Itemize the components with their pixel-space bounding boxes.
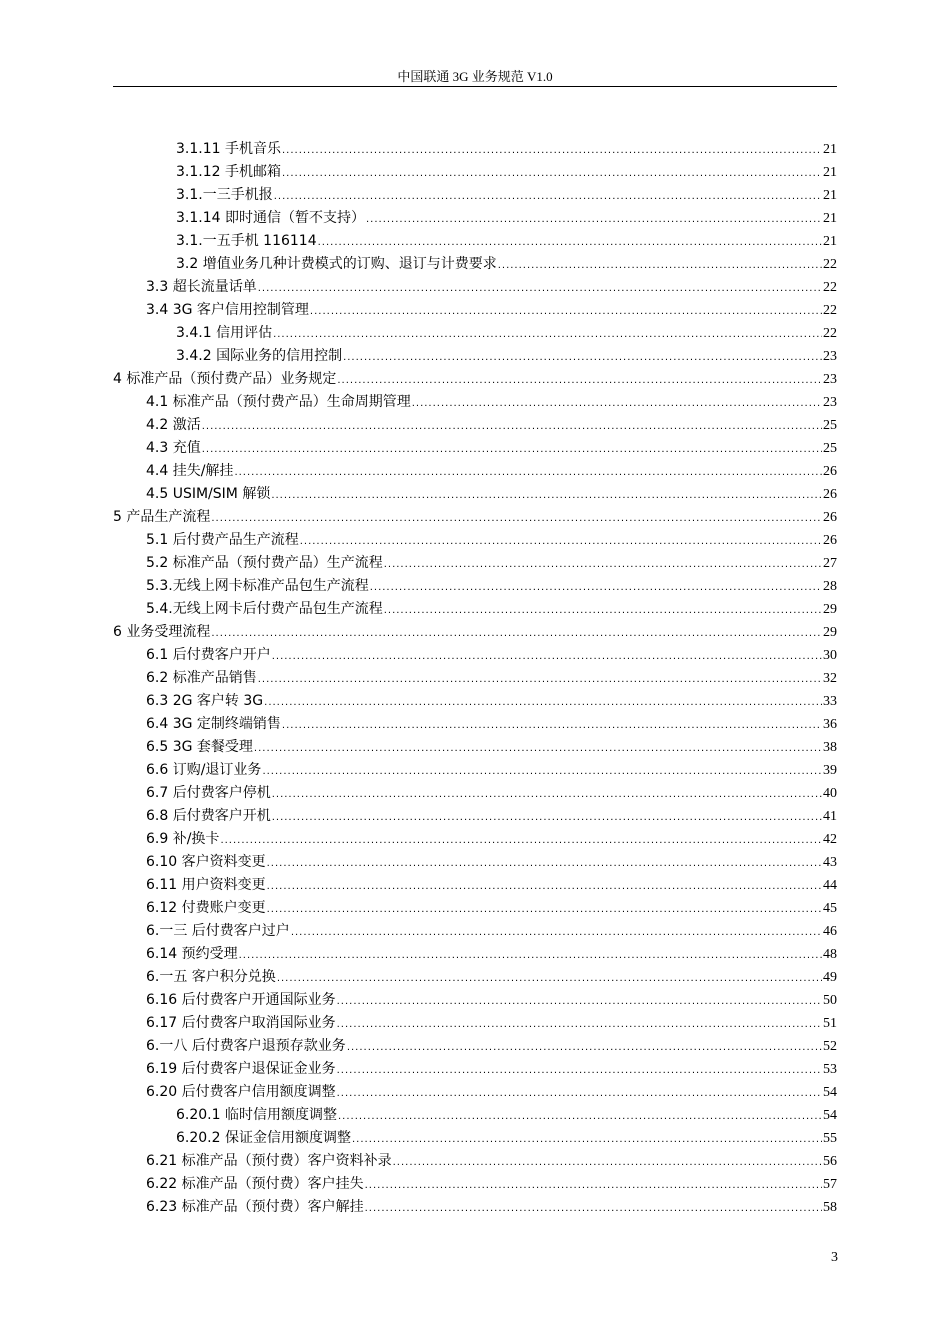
toc-entry[interactable] [113, 368, 837, 391]
toc-dot-leader [393, 1151, 822, 1174]
toc-dot-leader [220, 829, 822, 852]
toc-entry[interactable] [113, 897, 837, 920]
toc-entry-title: 6.20.1 临时信用额度调整 [176, 1107, 337, 1123]
toc-entry-page: 21 [823, 165, 837, 180]
page-header: 中国联通 3G 业务规范 V1.0 [397, 69, 553, 84]
toc-entry-page: 22 [823, 303, 837, 318]
toc-entry-page: 23 [823, 395, 837, 410]
toc-entry-title: 6.16 后付费客户开通国际业务 [146, 992, 336, 1008]
toc-entry-page: 55 [823, 1131, 837, 1146]
toc-entry[interactable] [113, 943, 837, 966]
toc-dot-leader [202, 415, 822, 438]
toc-entry-title: 6.2 标准产品销售 [146, 670, 257, 686]
header-divider [113, 86, 837, 87]
toc-dot-leader [211, 507, 822, 530]
toc-entry-title: 6.22 标准产品（预付费）客户挂失 [146, 1176, 364, 1192]
toc-entry-page: 58 [823, 1200, 837, 1215]
toc-entry-page: 52 [823, 1039, 837, 1054]
toc-entry-title: 6.一五 客户积分兑换 [146, 969, 276, 985]
toc-entry-title: 3.4.2 国际业务的信用控制 [176, 348, 343, 364]
toc-dot-leader [337, 1013, 822, 1036]
toc-entry-title: 3.1.一五手机 116114 [176, 233, 317, 249]
toc-dot-leader [498, 254, 822, 277]
toc-entry-page: 21 [823, 142, 837, 157]
toc-dot-leader [211, 622, 822, 645]
toc-entry-title: 3.3 超长流量话单 [146, 279, 257, 295]
toc-entry[interactable] [113, 253, 837, 276]
toc-entry-title: 3.1.14 即时通信（暂不支持） [176, 210, 365, 226]
toc-entry-title: 6.一三 后付费客户过户 [146, 923, 290, 939]
toc-entry[interactable] [113, 322, 837, 345]
toc-entry-page: 36 [823, 717, 837, 732]
toc-dot-leader [202, 438, 822, 461]
toc-entry[interactable] [113, 207, 837, 230]
toc-entry[interactable] [113, 437, 837, 460]
toc-dot-leader [272, 783, 822, 806]
toc-dot-leader [282, 139, 822, 162]
toc-entry[interactable] [113, 575, 837, 598]
toc-entry-page: 41 [823, 809, 837, 824]
toc-entry[interactable] [113, 230, 837, 253]
toc-dot-leader [337, 1059, 822, 1082]
toc-entry-title: 3.2 增值业务几种计费模式的订购、退订与计费要求 [176, 256, 497, 272]
toc-entry[interactable] [113, 506, 837, 529]
toc-dot-leader [291, 921, 822, 944]
toc-entry-title: 4 标准产品（预付费产品）业务规定 [113, 371, 337, 387]
toc-entry-page: 30 [823, 648, 837, 663]
toc-dot-leader [343, 346, 822, 369]
toc-entry-page: 45 [823, 901, 837, 916]
toc-entry[interactable] [113, 598, 837, 621]
toc-entry-page: 50 [823, 993, 837, 1008]
toc-entry[interactable] [113, 184, 837, 207]
toc-entry-page: 51 [823, 1016, 837, 1031]
toc-entry[interactable] [113, 299, 837, 322]
toc-entry-title: 6.20.2 保证金信用额度调整 [176, 1130, 351, 1146]
toc-dot-leader [274, 185, 822, 208]
toc-dot-leader [310, 300, 822, 323]
page-number: 3 [831, 1250, 838, 1265]
toc-entry[interactable] [113, 161, 837, 184]
toc-entry[interactable] [113, 713, 837, 736]
toc-entry-title: 5.3.无线上网卡标准产品包生产流程 [146, 578, 369, 594]
toc-dot-leader [262, 760, 822, 783]
toc-dot-leader [366, 208, 822, 231]
toc-entry-page: 22 [823, 280, 837, 295]
toc-entry[interactable] [113, 1035, 837, 1058]
toc-entry-page: 38 [823, 740, 837, 755]
toc-entry[interactable] [113, 1173, 837, 1196]
toc-entry-page: 26 [823, 510, 837, 525]
toc-dot-leader [234, 461, 822, 484]
toc-entry[interactable] [113, 828, 837, 851]
toc-dot-leader [267, 898, 822, 921]
toc-entry-page: 29 [823, 602, 837, 617]
toc-entry-page: 57 [823, 1177, 837, 1192]
toc-entry-page: 26 [823, 487, 837, 502]
toc-dot-leader [337, 990, 822, 1013]
toc-entry[interactable] [113, 1127, 837, 1150]
toc-entry-title: 6.10 客户资料变更 [146, 854, 266, 870]
toc-entry[interactable] [113, 874, 837, 897]
toc-entry-page: 44 [823, 878, 837, 893]
toc-dot-leader [273, 323, 822, 346]
toc-entry-title: 6.6 订购/退订业务 [146, 762, 262, 778]
toc-entry-title: 6.8 后付费客户开机 [146, 808, 271, 824]
toc-entry[interactable] [113, 690, 837, 713]
toc-entry-title: 3.4.1 信用评估 [176, 325, 273, 341]
toc-entry[interactable] [113, 276, 837, 299]
toc-entry-page: 26 [823, 533, 837, 548]
toc-entry[interactable] [113, 920, 837, 943]
toc-entry-title: 4.1 标准产品（预付费产品）生命周期管理 [146, 394, 411, 410]
toc-entry[interactable] [113, 667, 837, 690]
toc-entry-title: 6.21 标准产品（预付费）客户资料补录 [146, 1153, 392, 1169]
toc-entry-title: 6.5 3G 套餐受理 [146, 739, 253, 755]
toc-entry-page: 33 [823, 694, 837, 709]
toc-dot-leader [365, 1197, 822, 1220]
toc-dot-leader [337, 1082, 822, 1105]
toc-dot-leader [347, 1036, 822, 1059]
toc-dot-leader [267, 852, 822, 875]
toc-entry-page: 29 [823, 625, 837, 640]
toc-entry-title: 3.4 3G 客户信用控制管理 [146, 302, 309, 318]
toc-entry-title: 6.一八 后付费客户退预存款业务 [146, 1038, 346, 1054]
toc-entry-title: 4.2 激活 [146, 417, 201, 433]
toc-entry-title: 6.12 付费账户变更 [146, 900, 266, 916]
toc-entry-title: 6.20 后付费客户信用额度调整 [146, 1084, 336, 1100]
toc-entry-page: 22 [823, 326, 837, 341]
toc-entry-title: 4.5 USIM/SIM 解锁 [146, 486, 271, 502]
toc-entry[interactable] [113, 644, 837, 667]
toc-entry-page: 22 [823, 257, 837, 272]
toc-entry-page: 42 [823, 832, 837, 847]
toc-entry-page: 27 [823, 556, 837, 571]
toc-dot-leader [384, 599, 822, 622]
toc-entry-page: 28 [823, 579, 837, 594]
toc-entry-page: 21 [823, 234, 837, 249]
toc-entry-page: 43 [823, 855, 837, 870]
toc-dot-leader [239, 944, 822, 967]
toc-entry-page: 39 [823, 763, 837, 778]
toc-entry[interactable] [113, 391, 837, 414]
toc-entry[interactable] [113, 782, 837, 805]
toc-entry-page: 23 [823, 349, 837, 364]
toc-dot-leader [300, 530, 822, 553]
toc-entry-title: 6.11 用户资料变更 [146, 877, 266, 893]
toc-entry-page: 46 [823, 924, 837, 939]
toc-dot-leader [365, 1174, 822, 1197]
toc-dot-leader [271, 484, 822, 507]
toc-entry-page: 32 [823, 671, 837, 686]
toc-entry-page: 53 [823, 1062, 837, 1077]
toc-entry-page: 56 [823, 1154, 837, 1169]
toc-dot-leader [412, 392, 822, 415]
toc-entry-title: 6.9 补/换卡 [146, 831, 220, 847]
toc-entry-title: 6.3 2G 客户转 3G [146, 693, 264, 709]
toc-entry[interactable] [113, 1196, 837, 1219]
toc-dot-leader [267, 875, 822, 898]
toc-entry-page: 49 [823, 970, 837, 985]
toc-entry[interactable] [113, 552, 837, 575]
toc-entry-title: 6.14 预约受理 [146, 946, 238, 962]
toc-entry-page: 48 [823, 947, 837, 962]
toc-dot-leader [338, 1105, 822, 1128]
toc-entry-page: 54 [823, 1085, 837, 1100]
toc-entry-title: 4.4 挂失/解挂 [146, 463, 234, 479]
toc-entry[interactable] [113, 989, 837, 1012]
toc-entry[interactable] [113, 1104, 837, 1127]
toc-entry-title: 6.4 3G 定制终端销售 [146, 716, 281, 732]
toc-entry[interactable] [113, 805, 837, 828]
toc-entry-title: 5.1 后付费产品生产流程 [146, 532, 299, 548]
toc-entry-page: 21 [823, 188, 837, 203]
toc-dot-leader [384, 553, 822, 576]
toc-entry[interactable] [113, 1150, 837, 1173]
toc-dot-leader [272, 806, 822, 829]
toc-dot-leader [318, 231, 822, 254]
toc-entry-title: 3.1.11 手机音乐 [176, 141, 281, 157]
toc-entry-page: 40 [823, 786, 837, 801]
toc-entry-title: 4.3 充值 [146, 440, 201, 456]
toc-entry-title: 6.17 后付费客户取消国际业务 [146, 1015, 336, 1031]
toc-entry[interactable] [113, 736, 837, 759]
toc-entry[interactable] [113, 1058, 837, 1081]
toc-dot-leader [370, 576, 822, 599]
toc-entry-page: 23 [823, 372, 837, 387]
toc-entry[interactable] [113, 759, 837, 782]
toc-entry-title: 3.1.12 手机邮箱 [176, 164, 281, 180]
table-of-contents [113, 138, 837, 1219]
toc-entry[interactable] [113, 1012, 837, 1035]
toc-entry[interactable] [113, 966, 837, 989]
toc-entry[interactable] [113, 483, 837, 506]
toc-entry-page: 25 [823, 418, 837, 433]
toc-entry[interactable] [113, 529, 837, 552]
toc-entry[interactable] [113, 460, 837, 483]
toc-dot-leader [258, 277, 822, 300]
toc-dot-leader [254, 737, 822, 760]
toc-entry-title: 5.4.无线上网卡后付费产品包生产流程 [146, 601, 383, 617]
toc-entry-page: 21 [823, 211, 837, 226]
toc-entry[interactable] [113, 1081, 837, 1104]
toc-entry-title: 5 产品生产流程 [113, 509, 211, 525]
toc-dot-leader [337, 369, 822, 392]
toc-entry-title: 6.7 后付费客户停机 [146, 785, 271, 801]
toc-dot-leader [272, 645, 822, 668]
toc-dot-leader [282, 162, 822, 185]
toc-dot-leader [258, 668, 822, 691]
toc-dot-leader [277, 967, 822, 990]
toc-entry-title: 5.2 标准产品（预付费产品）生产流程 [146, 555, 383, 571]
toc-entry-title: 3.1.一三手机报 [176, 187, 273, 203]
toc-entry[interactable] [113, 414, 837, 437]
toc-entry[interactable] [113, 138, 837, 161]
toc-dot-leader [352, 1128, 822, 1151]
toc-entry-title: 6.19 后付费客户退保证金业务 [146, 1061, 336, 1077]
toc-entry[interactable] [113, 851, 837, 874]
toc-entry-title: 6.1 后付费客户开户 [146, 647, 271, 663]
toc-entry-page: 26 [823, 464, 837, 479]
toc-dot-leader [264, 691, 822, 714]
toc-entry-title: 6.23 标准产品（预付费）客户解挂 [146, 1199, 364, 1215]
toc-entry-page: 25 [823, 441, 837, 456]
toc-entry-title: 6 业务受理流程 [113, 624, 211, 640]
toc-dot-leader [282, 714, 822, 737]
toc-entry[interactable] [113, 345, 837, 368]
toc-entry[interactable] [113, 621, 837, 644]
toc-entry-page: 54 [823, 1108, 837, 1123]
